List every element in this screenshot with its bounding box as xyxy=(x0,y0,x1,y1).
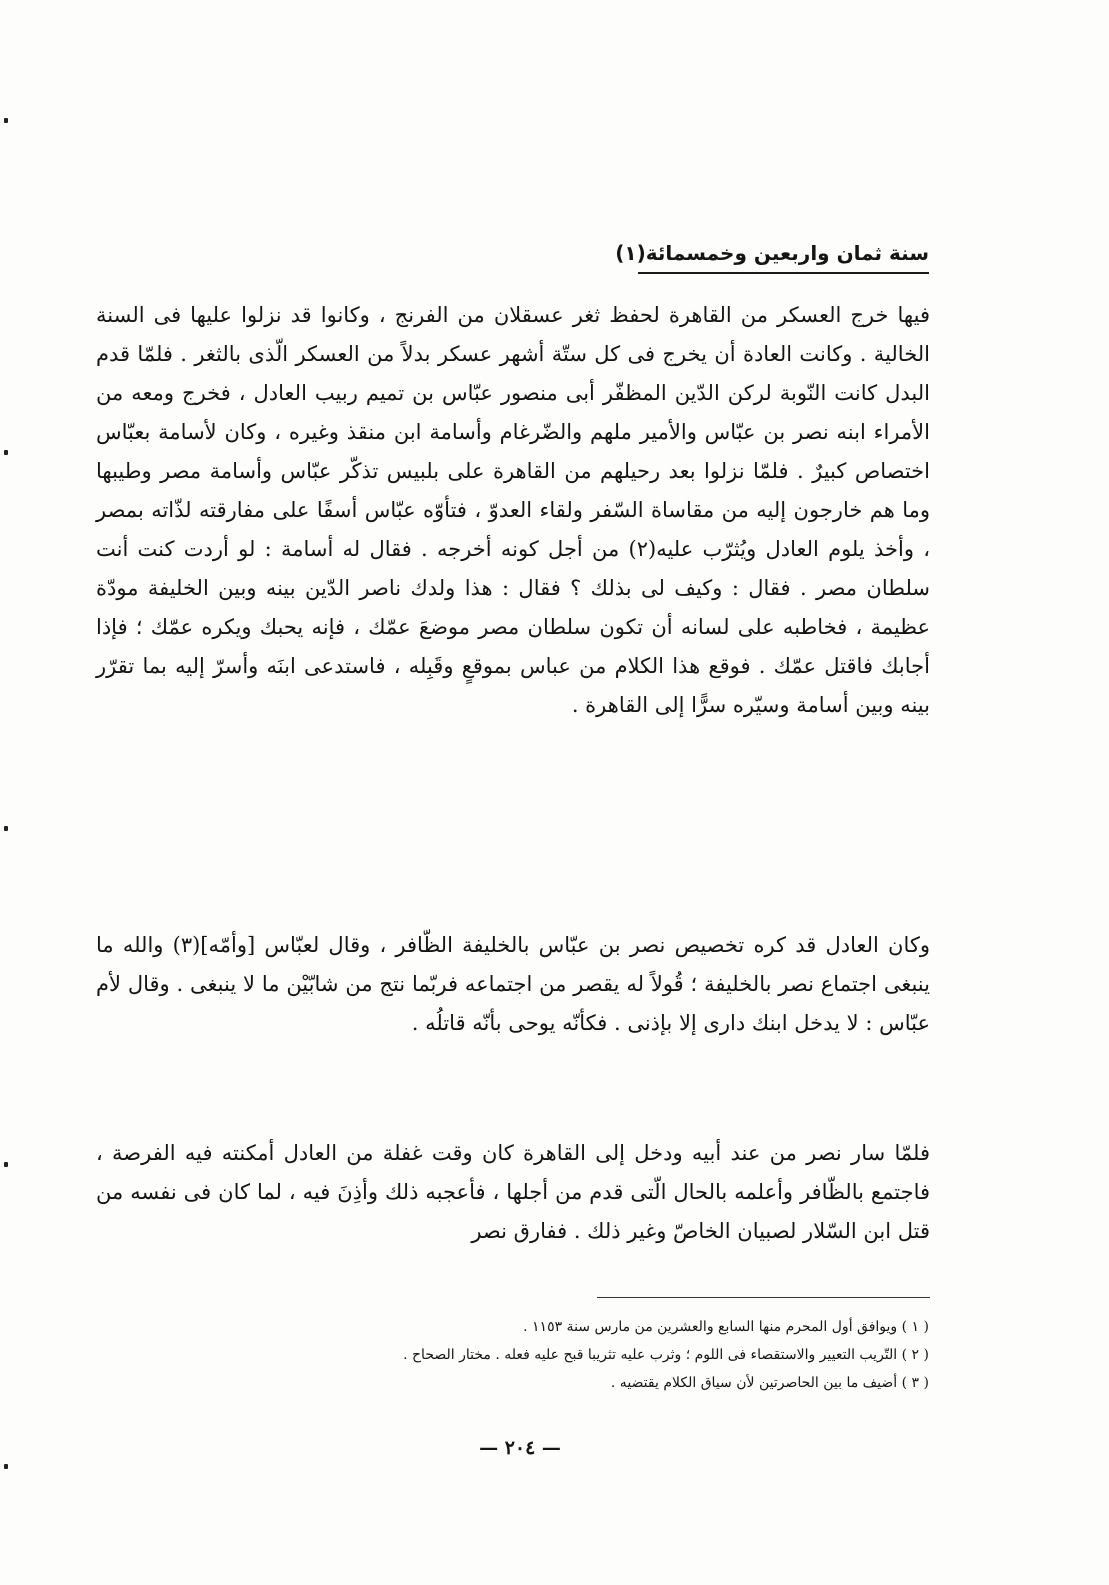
paragraph-3: فلمّا سار نصر من عند أبيه ودخل إلى القاهرة كان وقت غفلة من العادل أمكنته فيه الفرصة ، فاجتمع بالظّافر وأعلمه بالحال الّتى قدم من أجلها ، فأعجبه ذلك وأذِنَ فيه ، لما كان فى نفسه من قتل ابن السّلار لصبيان الخاصّ وغير ذلك . ففارق نصر xyxy=(96,1141,930,1243)
scan-speck xyxy=(4,1162,8,1167)
scan-speck xyxy=(4,118,8,123)
paragraph-1: فيها خرج العسكر من القاهرة لحفظ ثغر عسقلان من الفرنج ، وكانوا قد نزلوا عليها فى السنة الخالية . وكانت العادة أن يخرج فى كل ستّة أشهر عسكر بدلاً من العسكر الّذى بالثغر . فلمّا قدم البدل كانت النّوبة لركن الدّين المظفّر أبى منصور عبّاس بن تميم ربيب العادل ، فخرج ومعه من الأمراء ابنه نصر بن عبّاس والأمير ملهم والضّرغام وأسامة ابن منقذ وغيره ، وكان لأسامة بعبّاس اختصاص كبيرٌ . فلمّا نزلوا بعد رحيلهم من القاهرة على بلبيس تذكّر عبّاس وأسامة مصر وطيبها وما هم خارجون إليه من مقاساة السّفر ولقاء العدوّ ، فتأوّه عبّاس أسفًا على مفارقته لذّاته بمصر ، وأخذ يلوم العادل ويُثرّب عليه(٢) من أجل كونه أخرجه . فقال له أسامة : لو أردت كنت أنت سلطان مصر . فقال : وكيف لى بذلك ؟ فقال : هذا ولدك ناصر الدّين بينه وبين الخليفة مودّة عظيمة ، فخاطبه على لسانه أن تكون سلطان مصر موضعَ عمّك ، فإنه يحبك ويكره عمّك ؛ فإذا أجابك فاقتل عمّك . فوقع هذا الكلام من عباس بموقعٍ وقَبِله ، فاستدعى ابنَه وأسرّ إليه بما تقرّر بينه وبين أسامة وسيّره سرًّا إلى القاهرة . xyxy=(96,303,930,717)
scan-speck xyxy=(4,450,8,455)
footnote-2: ( ٢ ) التّريب التعيير والاستقصاء فى اللوم ؛ وثرب عليه تثريبا قبح عليه فعله . مختار الصحاح . xyxy=(403,1347,929,1363)
page-number: — ٢٠٤ — xyxy=(479,1437,561,1459)
footnote-separator xyxy=(597,1297,930,1298)
paragraph-2: وكان العادل قد كره تخصيص نصر بن عبّاس بالخليفة الظّافر ، وقال لعبّاس [وأمّه](٣) والله ما ينبغى اجتماع نصر بالخليفة ؛ قُولاً له يقصر من اجتماعه فربّما نتج من شابّيْن ما لا ينبغى . وقال لأم عبّاس : لا يدخل ابنك دارى إلا بإذنى . فكأنّه يوحى بأنّه قاتلُه . xyxy=(96,933,931,1035)
section-heading: سنة ثمان واربعين وخمسمائة(١) xyxy=(615,241,929,265)
footnotes-list xyxy=(369,1313,929,1397)
footnote-3: ( ٣ ) أضيف ما بين الحاصرتين لأن سياق الكلام يقتضيه . xyxy=(610,1375,929,1391)
footnote-1: ( ١ ) ويوافق أول المحرم منها السابع والعشرين من مارس سنة ١١٥٣ . xyxy=(523,1319,929,1335)
scan-speck xyxy=(4,1464,8,1469)
scan-speck xyxy=(4,826,8,831)
heading-underline xyxy=(638,272,929,274)
